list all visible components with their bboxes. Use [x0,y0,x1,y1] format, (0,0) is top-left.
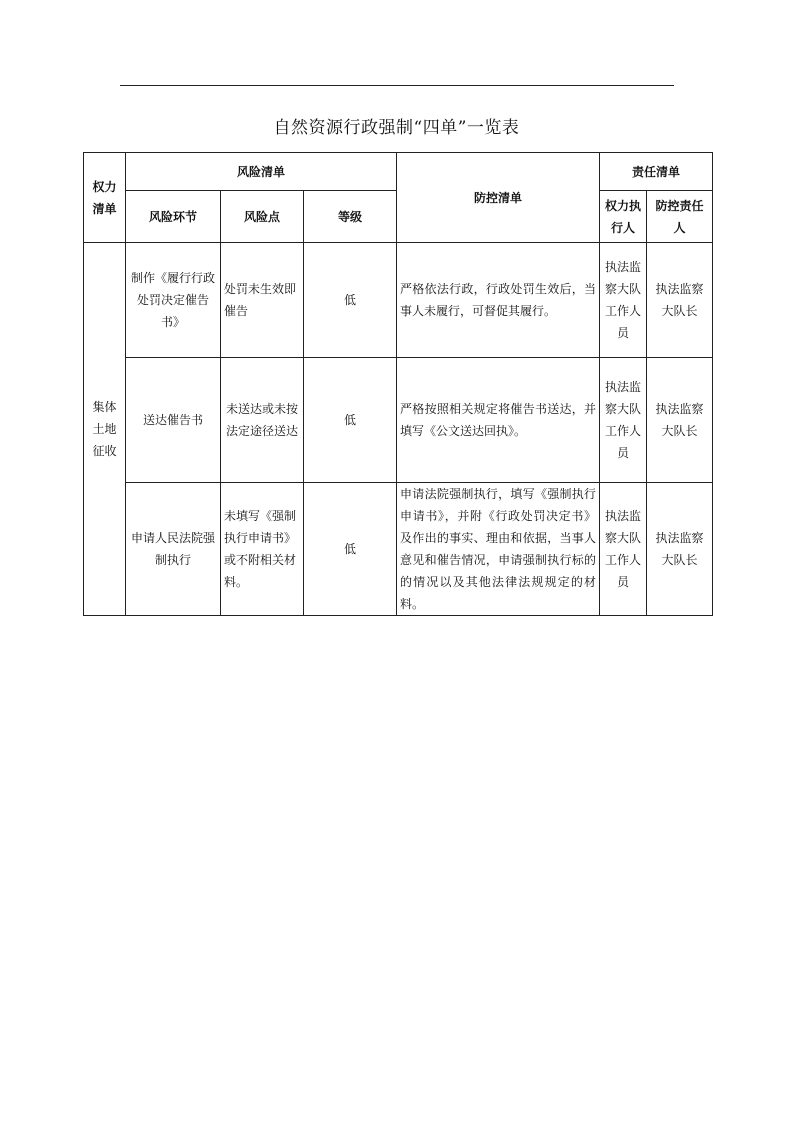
responsible-cell: 执法监察大队长 [647,243,713,358]
risk-link-cell: 制作《履行行政处罚决定催告书》 [126,243,221,358]
level-cell: 低 [304,358,397,483]
level-cell: 低 [304,483,397,616]
table-row [84,483,713,616]
header-power-executor: 权力执行人 [600,191,647,243]
executor-cell: 执法监察大队工作人员 [600,243,647,358]
control-cell: 申请法院强制执行，填写《强制执行申请书》，并附《行政处罚决定书》及作出的事实、理由和依据，当事人意见和催告情况，申请强制执行标的的情况以及其他法律法规规定的材料。 [397,483,600,616]
top-rule [120,85,674,86]
power-item-cell: 集体土地征收 [84,243,126,616]
risk-link-cell: 申请人民法院强制执行 [126,483,221,616]
header-power-list: 权力清单 [84,153,126,243]
header-responsibility-list: 责任清单 [600,153,713,191]
level-cell: 低 [304,243,397,358]
header-risk-list: 风险清单 [126,153,397,191]
four-lists-table [83,152,713,616]
risk-point-cell: 未填写《强制执行申请书》或不附相关材料。 [221,483,304,616]
header-control-list: 防控清单 [397,153,600,243]
table-row [84,358,713,483]
risk-point-cell: 处罚未生效即催告 [221,243,304,358]
risk-point-cell: 未送达或未按法定途径送达 [221,358,304,483]
header-control-responsible: 防控责任人 [647,191,713,243]
responsible-cell: 执法监察大队长 [647,358,713,483]
header-risk-link: 风险环节 [126,191,221,243]
executor-cell: 执法监察大队工作人员 [600,358,647,483]
header-level: 等级 [304,191,397,243]
header-row-1 [84,153,713,191]
responsible-cell: 执法监察大队长 [647,483,713,616]
header-risk-point: 风险点 [221,191,304,243]
control-cell: 严格依法行政，行政处罚生效后，当事人未履行，可督促其履行。 [397,243,600,358]
table-row [84,243,713,358]
risk-link-cell: 送达催告书 [126,358,221,483]
executor-cell: 执法监察大队工作人员 [600,483,647,616]
control-cell: 严格按照相关规定将催告书送达，并填写《公文送达回执》。 [397,358,600,483]
document-title: 自然资源行政强制“四单”一览表 [273,118,520,138]
